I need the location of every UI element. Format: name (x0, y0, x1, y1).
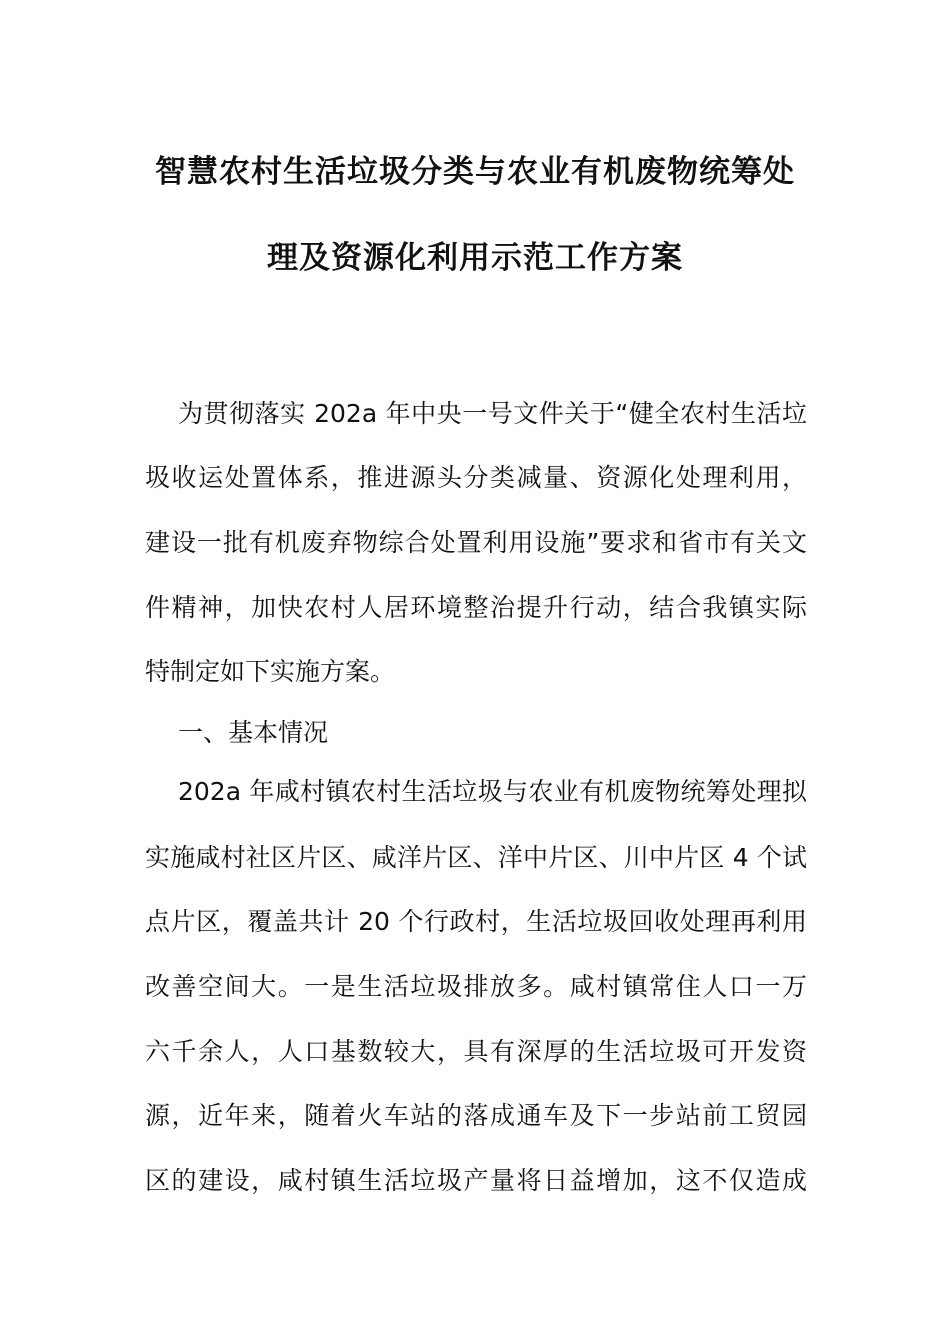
document-title-line-1: 智慧农村生活垃圾分类与农业有机废物统筹处 (155, 154, 795, 190)
paragraph-line: 实施咸村社区片区、咸洋片区、洋中片区、川中片区 4 个试 (145, 843, 807, 872)
paragraph-line: 为贯彻落实 202a 年中央一号文件关于“健全农村生活垃 (178, 399, 807, 428)
paragraph-line: 特制定如下实施方案。 (145, 657, 396, 686)
paragraph-line: 点片区，覆盖共计 20 个行政村，生活垃圾回收处理再利用 (145, 907, 807, 936)
section-heading: 一、基本情况 (178, 718, 329, 747)
paragraph-line: 区的建设，咸村镇生活垃圾产量将日益增加，这不仅造成 (145, 1166, 807, 1195)
paragraph-line: 建设一批有机废弃物综合处置利用设施”要求和省市有关文 (145, 528, 807, 557)
paragraph-line: 改善空间大。一是生活垃圾排放多。咸村镇常住人口一万 (145, 972, 807, 1001)
paragraph-line: 件精神，加快农村人居环境整治提升行动，结合我镇实际 (145, 593, 807, 622)
document-title-line-2: 理及资源化利用示范工作方案 (267, 240, 683, 276)
paragraph-line: 202a 年咸村镇农村生活垃圾与农业有机废物统筹处理拟 (178, 777, 807, 806)
paragraph-line: 六千余人，人口基数较大，具有深厚的生活垃圾可开发资 (145, 1037, 807, 1066)
paragraph-line: 圾收运处置体系，推进源头分类减量、资源化处理利用， (145, 463, 807, 492)
paragraph-line: 源，近年来，随着火车站的落成通车及下一步站前工贸园 (145, 1101, 807, 1130)
